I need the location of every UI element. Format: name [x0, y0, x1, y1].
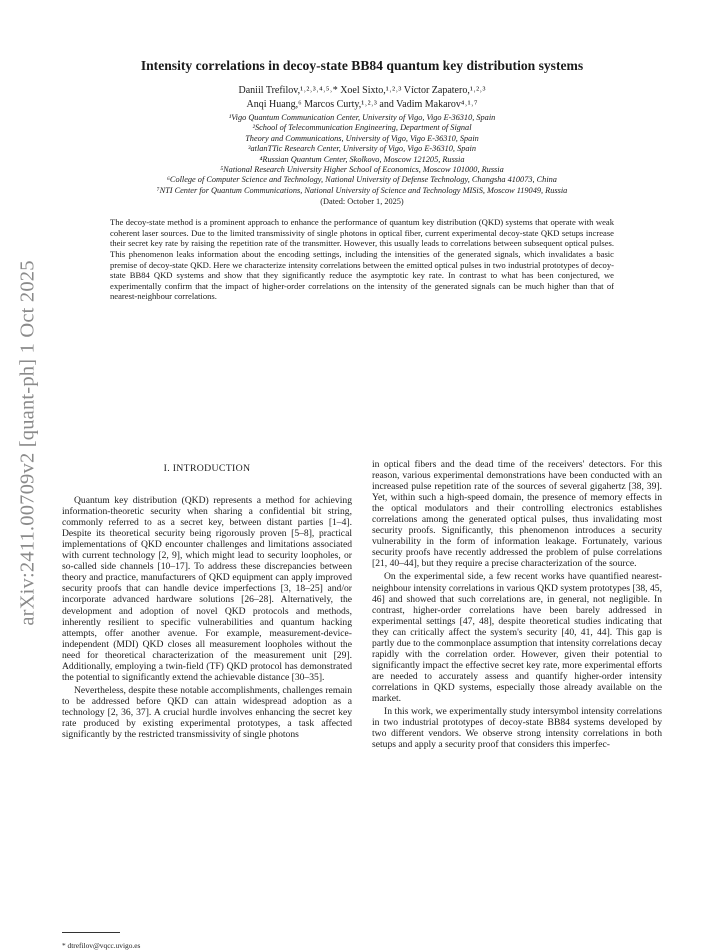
abstract: The decoy-state method is a prominent approach to enhance the performance of quantum key distribution (QKD) systems that operate with weak coherent laser sources. Due to the limited transmissivity of single photons in optical fiber, current experimental decoy-state QKD setups increase their secret key rate by raising the repetition rate of the transmitter. However, this usually leads to correlations between subsequent optical pulses. This phenomenon leaks information about the encoding settings, including the intensities of the generated signals, which invalidates a basic premise of decoy-state QKD. Here we characterize intensity correlations between the emitted optical pulses in two industrial prototypes of decoy-state BB84 QKD systems and show that they significantly reduce the asymptotic key rate. In contrast to what has been conjectured, we experimentally confirm that the impact of higher-order correlations on the intensity of the generated signals can be much higher than that of nearest-neighbour correlations. — [110, 217, 614, 302]
arxiv-stamp — [6, 258, 50, 628]
affiliation-line: ³atlanTTic Research Center, University of Vigo, Vigo E-36310, Spain — [248, 144, 476, 154]
paper-page — [62, 58, 662, 950]
paragraph: Quantum key distribution (QKD) represents a method for achieving information-theoretic security when sharing a confidential bit string, commonly referred to as a secret key, between distant parties [1–4]. Despite its theoretical security being rigorously proven [5–8], practical implementations of QKD encounter challenges and limitations associated with current technology [2, 9], which might lead to security loopholes, or so-called side channels [10–17]. To address these discrepancies between theory and practice, manufacturers of QKD equipment can apply improved security proofs that can handle device imperfections [3, 18–25] and/or incorporate advanced hardware solutions [26–28]. Alternatively, the development and adoption of novel QKD protocols and methods, inherently resilient to specific vulnerabilities and quantum hacking attempts, offer another avenue. For example, measurement-device-independent (MDI) QKD closes all measurement loopholes without the need for theoretical characterization of the measurement unit [29]. Additionally, employing a twin-field (TF) QKD protocol has demonstrated the potential to significantly extend the achievable distance [30–35]. — [62, 495, 352, 683]
affiliation-line: ⁷NTI Center for Quantum Communications, National University of Science and Technology MISiS, Moscow 119049, Russia — [156, 185, 568, 195]
right-column — [372, 459, 662, 752]
affiliation-line: ⁵National Research University Higher School of Economics, Moscow 101000, Russia — [220, 165, 504, 175]
affiliation-line: Theory and Communications, University of Vigo, Vigo E-36310, Spain — [245, 133, 479, 143]
paragraph: in optical fibers and the dead time of the receivers' detectors. For this reason, various experimental demonstrations have been conducted with an increased pulse repetition rate of the sources of several gigahertz [38, 39]. Yet, within such a high-speed domain, the presence of memory effects in the optical modulators and their controlling electronics establishes correlations among the generated optical pulses, thus invalidating most security proofs. Significantly, this phenomenon introduces a security vulnerability in the form of information leakage. Fortunately, various security proofs have recently addressed the problem of pulse correlations [21, 40–44], but they require a precise characterization of the source. — [372, 459, 662, 570]
authors-line-1: Daniil Trefilov,¹˒²˒³˒⁴˒⁵˒* Xoel Sixto,¹˒²˒³ Víctor Zapatero,¹˒²˒³ — [238, 85, 486, 96]
paper-title: Intensity correlations in decoy-state BB84 quantum key distribution systems — [140, 58, 584, 73]
affiliation-line: ²School of Telecommunication Engineering, Department of Signal — [252, 123, 472, 133]
paragraph: Nevertheless, despite these notable accomplishments, challenges remain to be addressed before QKD can attain widespread adoption as a technology [2, 36, 37]. A crucial hurdle involves enhancing the secret key rate produced by existing experimental prototypes, a task affected significantly by the restricted transmissivity of single photons — [62, 684, 352, 741]
paragraph: On the experimental side, a few recent works have quantified nearest-neighbour intensity correlations in various QKD system prototypes [38, 45, 46] and showed that such correlations are, in general, not negligible. In contrast, higher-order correlations have been barely addressed in experimental settings [47, 48], despite theoretical studies indicating that they can critically affect the system's security [40, 41, 44]. This gap is partly due to the commonplace assumption that intensity correlations decay rapidly with the correlation order. However, given their potential to significantly impact the effective secret key rate, more experimental efforts are needed to accurately assess and quantify higher-order intensity correlations in QKD systems, especially those already available on the market. — [372, 571, 662, 704]
date-line: (Dated: October 1, 2025) — [320, 197, 404, 207]
authors-line-2: Anqi Huang,⁶ Marcos Curty,¹˒²˒³ and Vadim Makarov⁴˒¹˒⁷ — [246, 99, 478, 110]
affiliation-line: ⁴Russian Quantum Center, Skolkovo, Moscow 121205, Russia — [259, 154, 465, 164]
affiliations — [62, 113, 662, 196]
affiliation-line: ⁶College of Computer Science and Technology, National University of Defense Technology, Changsha 410073, China — [167, 175, 557, 185]
author-list — [62, 84, 662, 112]
section-heading: I. INTRODUCTION — [163, 463, 251, 474]
left-column — [62, 453, 352, 950]
arxiv-stamp-text: arXiv:2411.00709v2 [quant-ph] 1 Oct 2025 — [16, 260, 39, 626]
paragraph: In this work, we experimentally study intersymbol intensity correlations in two industrial prototypes of decoy-state BB84 systems developed by two different vendors. We observe strong intensity correlations in both setups and apply a security proof that considers this imperfec- — [372, 706, 662, 751]
footnote-rule — [62, 932, 120, 933]
footnote: * dtrefilov@vqcc.uvigo.es — [62, 941, 141, 950]
affiliation-line: ¹Vigo Quantum Communication Center, University of Vigo, Vigo E-36310, Spain — [228, 113, 496, 122]
